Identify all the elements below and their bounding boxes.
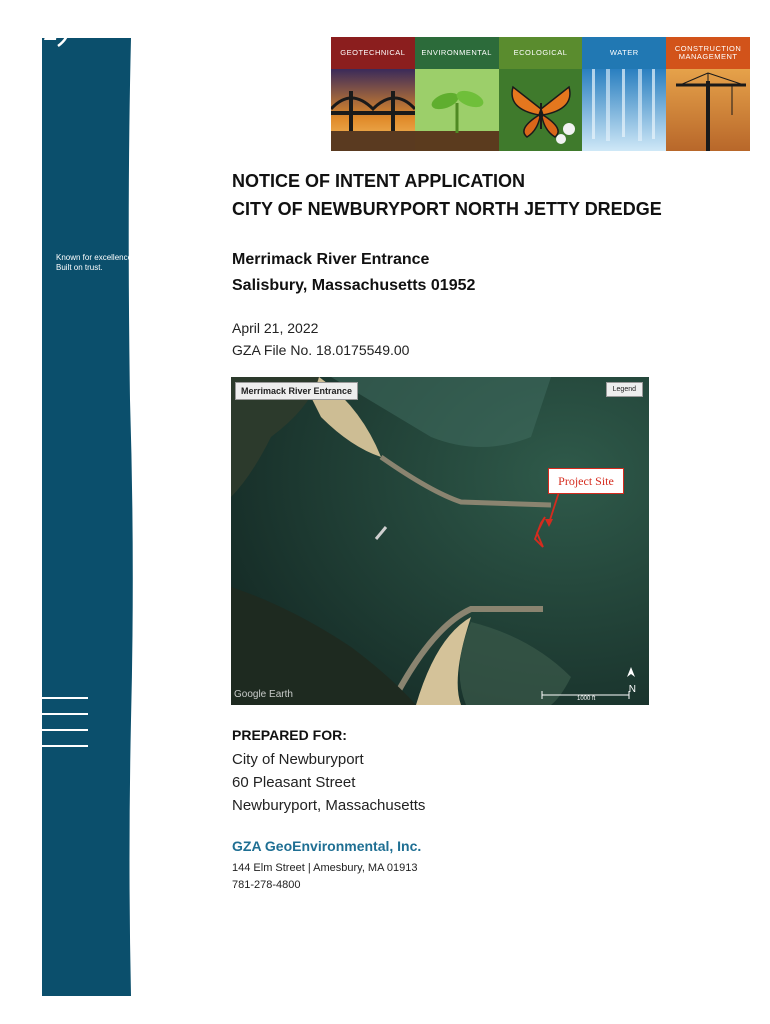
tagline-line-1: Known for excellence.: [56, 253, 135, 262]
title-line-2: CITY OF NEWBURYPORT NORTH JETTY DREDGE: [232, 199, 662, 219]
side-band: [0, 0, 150, 1024]
project-location: [232, 247, 475, 299]
document-meta: [232, 317, 409, 361]
butterfly-image: [499, 69, 583, 151]
decor-line: [42, 729, 88, 731]
bridge-image: [331, 69, 415, 151]
panel-caption: ECOLOGICAL: [499, 37, 583, 69]
crane-image: [666, 69, 750, 151]
client-street: 60 Pleasant Street: [232, 774, 356, 791]
decor-line: [42, 697, 88, 699]
tagline: [56, 253, 146, 273]
panel-environmental: [415, 37, 499, 151]
file-number: GZA File No. 18.0175549.00: [232, 342, 410, 358]
legend-button[interactable]: Legend: [606, 382, 643, 397]
title-line-1: NOTICE OF INTENT APPLICATION: [232, 171, 525, 191]
location-line-1: Merrimack River Entrance: [232, 251, 430, 268]
waterfall-image: [582, 69, 666, 151]
map-attribution: Google Earth: [234, 689, 293, 700]
map-title: Merrimack River Entrance: [235, 382, 358, 400]
svg-text:GZ: GZ: [4, 13, 42, 43]
panel-caption: GEOTECHNICAL: [331, 37, 415, 69]
panel-caption: ENVIRONMENTAL: [415, 37, 499, 69]
panel-water: [582, 37, 666, 151]
side-decor-lines: [42, 697, 88, 761]
decor-line: [42, 745, 88, 747]
client-city: Newburyport, Massachusetts: [232, 797, 426, 814]
north-indicator: N: [628, 684, 636, 695]
location-line-2: Salisbury, Massachusetts 01952: [232, 277, 476, 294]
seedling-image: [415, 69, 499, 151]
decor-line: [42, 713, 88, 715]
prepared-for-address: [232, 748, 425, 817]
company-address: 144 Elm Street | Amesbury, MA 01913: [232, 862, 418, 874]
document-title: [232, 167, 662, 223]
client-name: City of Newburyport: [232, 751, 364, 768]
document-date: April 21, 2022: [232, 320, 319, 336]
panel-geotechnical: [331, 37, 415, 151]
service-banner: [331, 37, 750, 151]
company-contact: [232, 860, 417, 894]
panel-caption: WATER: [582, 37, 666, 69]
satellite-image: [231, 377, 649, 705]
tagline-line-2: Built on trust.: [56, 263, 103, 272]
band-shape: [0, 0, 150, 1024]
company-name: GZA GeoEnvironmental, Inc.: [232, 838, 422, 854]
scale-label: 1000 ft: [577, 696, 596, 702]
company-phone: 781-278-4800: [232, 879, 301, 891]
panel-caption: CONSTRUCTION MANAGEMENT: [666, 37, 750, 69]
gza-logo-icon: [0, 0, 72, 50]
panel-ecological: [499, 37, 583, 151]
prepared-for-heading: PREPARED FOR:: [232, 727, 347, 743]
aerial-map: [231, 377, 649, 705]
panel-construction: [666, 37, 750, 151]
project-site-callout: Project Site: [548, 468, 624, 494]
